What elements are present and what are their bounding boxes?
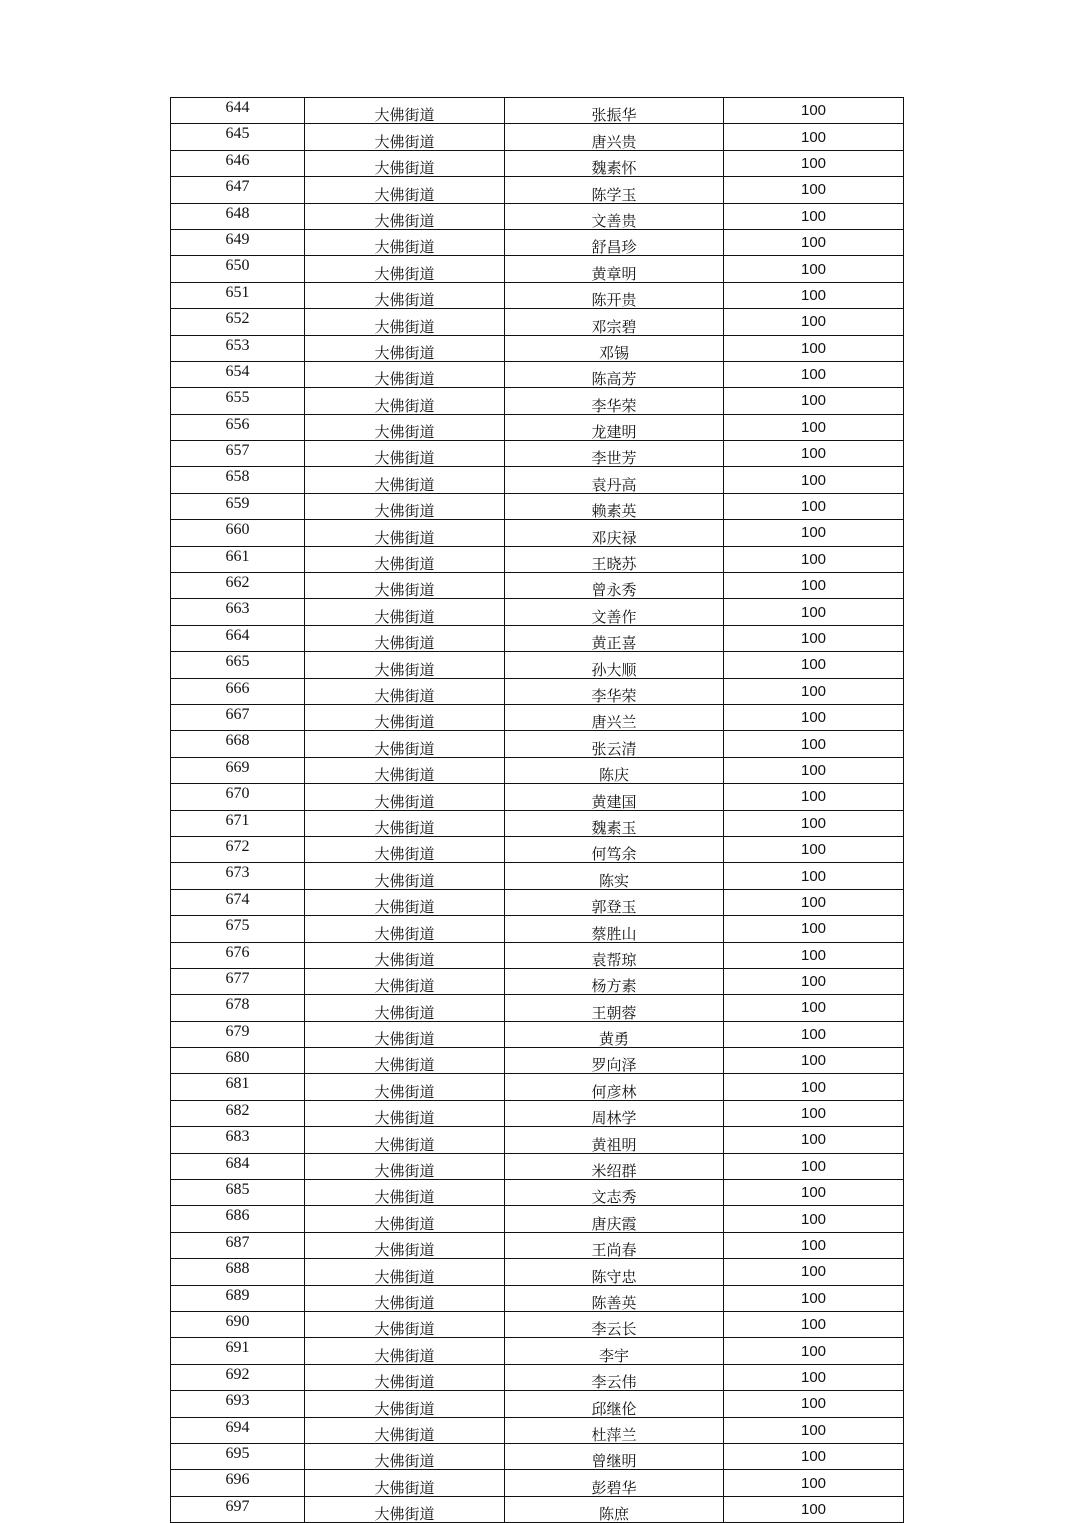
- table-row: [171, 1417, 904, 1443]
- table-row: [171, 1100, 904, 1126]
- name-cell: 陈庶: [505, 1496, 724, 1522]
- subsidy-list-table: [170, 97, 904, 1523]
- name-cell: 罗向泽: [505, 1048, 724, 1074]
- amount-cell: 100: [724, 467, 904, 493]
- table-row: [171, 282, 904, 308]
- street-cell: 大佛街道: [305, 784, 505, 810]
- name-cell: 李世芳: [505, 441, 724, 467]
- name-cell: 黄章明: [505, 256, 724, 282]
- amount-cell: 100: [724, 546, 904, 572]
- table-row: [171, 203, 904, 229]
- amount-cell: 100: [724, 810, 904, 836]
- street-cell: 大佛街道: [305, 916, 505, 942]
- street-cell: 大佛街道: [305, 361, 505, 387]
- name-cell: 龙建明: [505, 414, 724, 440]
- table-row: [171, 467, 904, 493]
- row-number-cell: 664: [171, 625, 305, 651]
- name-cell: 陈高芳: [505, 361, 724, 387]
- row-number-cell: 667: [171, 704, 305, 730]
- name-cell: 郭登玉: [505, 889, 724, 915]
- street-cell: 大佛街道: [305, 177, 505, 203]
- row-number-cell: 682: [171, 1100, 305, 1126]
- name-cell: 邓锡: [505, 335, 724, 361]
- street-cell: 大佛街道: [305, 1127, 505, 1153]
- table-row: [171, 361, 904, 387]
- row-number-cell: 652: [171, 309, 305, 335]
- name-cell: 张振华: [505, 98, 724, 124]
- amount-cell: 100: [724, 573, 904, 599]
- amount-cell: 100: [724, 1470, 904, 1496]
- table-row: [171, 678, 904, 704]
- name-cell: 李宇: [505, 1338, 724, 1364]
- amount-cell: 100: [724, 203, 904, 229]
- row-number-cell: 665: [171, 652, 305, 678]
- row-number-cell: 683: [171, 1127, 305, 1153]
- row-number-cell: 656: [171, 414, 305, 440]
- amount-cell: 100: [724, 1232, 904, 1258]
- amount-cell: 100: [724, 441, 904, 467]
- street-cell: 大佛街道: [305, 388, 505, 414]
- amount-cell: 100: [724, 916, 904, 942]
- amount-cell: 100: [724, 889, 904, 915]
- amount-cell: 100: [724, 124, 904, 150]
- row-number-cell: 697: [171, 1496, 305, 1522]
- street-cell: 大佛街道: [305, 150, 505, 176]
- street-cell: 大佛街道: [305, 1259, 505, 1285]
- name-cell: 蔡胜山: [505, 916, 724, 942]
- street-cell: 大佛街道: [305, 836, 505, 862]
- amount-cell: 100: [724, 1180, 904, 1206]
- amount-cell: 100: [724, 414, 904, 440]
- name-cell: 陈善英: [505, 1285, 724, 1311]
- street-cell: 大佛街道: [305, 1338, 505, 1364]
- amount-cell: 100: [724, 995, 904, 1021]
- table-row: [171, 889, 904, 915]
- amount-cell: 100: [724, 942, 904, 968]
- street-cell: 大佛街道: [305, 1232, 505, 1258]
- row-number-cell: 675: [171, 916, 305, 942]
- amount-cell: 100: [724, 98, 904, 124]
- street-cell: 大佛街道: [305, 1391, 505, 1417]
- amount-cell: 100: [724, 520, 904, 546]
- amount-cell: 100: [724, 1417, 904, 1443]
- street-cell: 大佛街道: [305, 1180, 505, 1206]
- table-row: [171, 388, 904, 414]
- row-number-cell: 677: [171, 968, 305, 994]
- row-number-cell: 695: [171, 1443, 305, 1469]
- name-cell: 王朝蓉: [505, 995, 724, 1021]
- row-number-cell: 663: [171, 599, 305, 625]
- row-number-cell: 649: [171, 229, 305, 255]
- name-cell: 何彦林: [505, 1074, 724, 1100]
- street-cell: 大佛街道: [305, 573, 505, 599]
- amount-cell: 100: [724, 229, 904, 255]
- street-cell: 大佛街道: [305, 124, 505, 150]
- table-row: [171, 1285, 904, 1311]
- amount-cell: 100: [724, 1443, 904, 1469]
- street-cell: 大佛街道: [305, 1100, 505, 1126]
- name-cell: 黄建国: [505, 784, 724, 810]
- street-cell: 大佛街道: [305, 1074, 505, 1100]
- table-row: [171, 98, 904, 124]
- street-cell: 大佛街道: [305, 98, 505, 124]
- row-number-cell: 668: [171, 731, 305, 757]
- street-cell: 大佛街道: [305, 309, 505, 335]
- amount-cell: 100: [724, 863, 904, 889]
- street-cell: 大佛街道: [305, 942, 505, 968]
- row-number-cell: 689: [171, 1285, 305, 1311]
- table-row: [171, 520, 904, 546]
- street-cell: 大佛街道: [305, 441, 505, 467]
- name-cell: 魏素怀: [505, 150, 724, 176]
- row-number-cell: 651: [171, 282, 305, 308]
- table-row: [171, 1391, 904, 1417]
- street-cell: 大佛街道: [305, 546, 505, 572]
- row-number-cell: 673: [171, 863, 305, 889]
- name-cell: 周林学: [505, 1100, 724, 1126]
- table-row: [171, 1496, 904, 1522]
- amount-cell: 100: [724, 784, 904, 810]
- table-row: [171, 1259, 904, 1285]
- amount-cell: 100: [724, 704, 904, 730]
- name-cell: 唐庆霞: [505, 1206, 724, 1232]
- table-row: [171, 942, 904, 968]
- name-cell: 赖素英: [505, 493, 724, 519]
- row-number-cell: 679: [171, 1021, 305, 1047]
- table-row: [171, 863, 904, 889]
- amount-cell: 100: [724, 652, 904, 678]
- table-row: [171, 916, 904, 942]
- row-number-cell: 660: [171, 520, 305, 546]
- table-row: [171, 335, 904, 361]
- street-cell: 大佛街道: [305, 1364, 505, 1390]
- name-cell: 曾永秀: [505, 573, 724, 599]
- table-row: [171, 414, 904, 440]
- name-cell: 袁丹高: [505, 467, 724, 493]
- table-row: [171, 995, 904, 1021]
- table-row: [171, 652, 904, 678]
- table-row: [171, 150, 904, 176]
- name-cell: 孙大顺: [505, 652, 724, 678]
- amount-cell: 100: [724, 388, 904, 414]
- row-number-cell: 655: [171, 388, 305, 414]
- name-cell: 文善作: [505, 599, 724, 625]
- table-row: [171, 704, 904, 730]
- street-cell: 大佛街道: [305, 678, 505, 704]
- table-row: [171, 1180, 904, 1206]
- row-number-cell: 692: [171, 1364, 305, 1390]
- street-cell: 大佛街道: [305, 467, 505, 493]
- name-cell: 彭碧华: [505, 1470, 724, 1496]
- name-cell: 黄祖明: [505, 1127, 724, 1153]
- name-cell: 黄勇: [505, 1021, 724, 1047]
- street-cell: 大佛街道: [305, 1417, 505, 1443]
- amount-cell: 100: [724, 1285, 904, 1311]
- street-cell: 大佛街道: [305, 810, 505, 836]
- name-cell: 何笃余: [505, 836, 724, 862]
- street-cell: 大佛街道: [305, 1206, 505, 1232]
- table-row: [171, 1232, 904, 1258]
- name-cell: 米绍群: [505, 1153, 724, 1179]
- name-cell: 邓庆禄: [505, 520, 724, 546]
- name-cell: 黄正喜: [505, 625, 724, 651]
- street-cell: 大佛街道: [305, 1021, 505, 1047]
- row-number-cell: 691: [171, 1338, 305, 1364]
- row-number-cell: 688: [171, 1259, 305, 1285]
- table-row: [171, 731, 904, 757]
- street-cell: 大佛街道: [305, 599, 505, 625]
- street-cell: 大佛街道: [305, 1285, 505, 1311]
- row-number-cell: 684: [171, 1153, 305, 1179]
- table-row: [171, 757, 904, 783]
- street-cell: 大佛街道: [305, 520, 505, 546]
- table-row: [171, 968, 904, 994]
- street-cell: 大佛街道: [305, 652, 505, 678]
- amount-cell: 100: [724, 1496, 904, 1522]
- amount-cell: 100: [724, 361, 904, 387]
- row-number-cell: 690: [171, 1311, 305, 1337]
- street-cell: 大佛街道: [305, 493, 505, 519]
- amount-cell: 100: [724, 1021, 904, 1047]
- name-cell: 李华荣: [505, 388, 724, 414]
- street-cell: 大佛街道: [305, 995, 505, 1021]
- table-row: [171, 1206, 904, 1232]
- street-cell: 大佛街道: [305, 704, 505, 730]
- row-number-cell: 681: [171, 1074, 305, 1100]
- row-number-cell: 676: [171, 942, 305, 968]
- name-cell: 魏素玉: [505, 810, 724, 836]
- row-number-cell: 662: [171, 573, 305, 599]
- amount-cell: 100: [724, 1391, 904, 1417]
- name-cell: 曾继明: [505, 1443, 724, 1469]
- table-row: [171, 124, 904, 150]
- row-number-cell: 666: [171, 678, 305, 704]
- table-row: [171, 177, 904, 203]
- street-cell: 大佛街道: [305, 1153, 505, 1179]
- table-row: [171, 1153, 904, 1179]
- street-cell: 大佛街道: [305, 414, 505, 440]
- amount-cell: 100: [724, 968, 904, 994]
- row-number-cell: 680: [171, 1048, 305, 1074]
- table-row: [171, 546, 904, 572]
- amount-cell: 100: [724, 625, 904, 651]
- amount-cell: 100: [724, 493, 904, 519]
- row-number-cell: 648: [171, 203, 305, 229]
- row-number-cell: 647: [171, 177, 305, 203]
- name-cell: 陈学玉: [505, 177, 724, 203]
- row-number-cell: 659: [171, 493, 305, 519]
- amount-cell: 100: [724, 177, 904, 203]
- amount-cell: 100: [724, 757, 904, 783]
- table-body: [171, 98, 904, 1523]
- name-cell: 张云清: [505, 731, 724, 757]
- street-cell: 大佛街道: [305, 1470, 505, 1496]
- amount-cell: 100: [724, 282, 904, 308]
- street-cell: 大佛街道: [305, 889, 505, 915]
- name-cell: 唐兴兰: [505, 704, 724, 730]
- name-cell: 邓宗碧: [505, 309, 724, 335]
- amount-cell: 100: [724, 1153, 904, 1179]
- amount-cell: 100: [724, 150, 904, 176]
- table-row: [171, 493, 904, 519]
- amount-cell: 100: [724, 1338, 904, 1364]
- name-cell: 文志秀: [505, 1180, 724, 1206]
- amount-cell: 100: [724, 678, 904, 704]
- row-number-cell: 687: [171, 1232, 305, 1258]
- name-cell: 杨方素: [505, 968, 724, 994]
- row-number-cell: 685: [171, 1180, 305, 1206]
- table-row: [171, 599, 904, 625]
- row-number-cell: 645: [171, 124, 305, 150]
- name-cell: 唐兴贵: [505, 124, 724, 150]
- name-cell: 王尚春: [505, 1232, 724, 1258]
- table-row: [171, 784, 904, 810]
- street-cell: 大佛街道: [305, 203, 505, 229]
- name-cell: 陈实: [505, 863, 724, 889]
- street-cell: 大佛街道: [305, 256, 505, 282]
- amount-cell: 100: [724, 1206, 904, 1232]
- name-cell: 王晓苏: [505, 546, 724, 572]
- row-number-cell: 644: [171, 98, 305, 124]
- table-row: [171, 1443, 904, 1469]
- table-row: [171, 1470, 904, 1496]
- street-cell: 大佛街道: [305, 757, 505, 783]
- street-cell: 大佛街道: [305, 229, 505, 255]
- row-number-cell: 658: [171, 467, 305, 493]
- row-number-cell: 693: [171, 1391, 305, 1417]
- name-cell: 李云伟: [505, 1364, 724, 1390]
- amount-cell: 100: [724, 1364, 904, 1390]
- name-cell: 陈守忠: [505, 1259, 724, 1285]
- name-cell: 文善贵: [505, 203, 724, 229]
- row-number-cell: 686: [171, 1206, 305, 1232]
- table-row: [171, 1074, 904, 1100]
- street-cell: 大佛街道: [305, 968, 505, 994]
- row-number-cell: 678: [171, 995, 305, 1021]
- table-row: [171, 309, 904, 335]
- row-number-cell: 669: [171, 757, 305, 783]
- amount-cell: 100: [724, 1311, 904, 1337]
- row-number-cell: 671: [171, 810, 305, 836]
- street-cell: 大佛街道: [305, 731, 505, 757]
- street-cell: 大佛街道: [305, 1496, 505, 1522]
- table-row: [171, 1048, 904, 1074]
- row-number-cell: 670: [171, 784, 305, 810]
- table-row: [171, 573, 904, 599]
- amount-cell: 100: [724, 309, 904, 335]
- amount-cell: 100: [724, 1074, 904, 1100]
- row-number-cell: 694: [171, 1417, 305, 1443]
- amount-cell: 100: [724, 335, 904, 361]
- street-cell: 大佛街道: [305, 1048, 505, 1074]
- name-cell: 舒昌珍: [505, 229, 724, 255]
- table-row: [171, 441, 904, 467]
- table-row: [171, 1021, 904, 1047]
- street-cell: 大佛街道: [305, 282, 505, 308]
- street-cell: 大佛街道: [305, 1311, 505, 1337]
- name-cell: 陈庆: [505, 757, 724, 783]
- table-row: [171, 1311, 904, 1337]
- row-number-cell: 653: [171, 335, 305, 361]
- name-cell: 李云长: [505, 1311, 724, 1337]
- row-number-cell: 672: [171, 836, 305, 862]
- row-number-cell: 650: [171, 256, 305, 282]
- amount-cell: 100: [724, 836, 904, 862]
- amount-cell: 100: [724, 599, 904, 625]
- street-cell: 大佛街道: [305, 1443, 505, 1469]
- name-cell: 李华荣: [505, 678, 724, 704]
- row-number-cell: 661: [171, 546, 305, 572]
- table-row: [171, 229, 904, 255]
- amount-cell: 100: [724, 256, 904, 282]
- amount-cell: 100: [724, 1127, 904, 1153]
- table-row: [171, 1364, 904, 1390]
- row-number-cell: 696: [171, 1470, 305, 1496]
- table-row: [171, 810, 904, 836]
- row-number-cell: 657: [171, 441, 305, 467]
- name-cell: 袁帮琼: [505, 942, 724, 968]
- street-cell: 大佛街道: [305, 863, 505, 889]
- name-cell: 杜萍兰: [505, 1417, 724, 1443]
- street-cell: 大佛街道: [305, 335, 505, 361]
- amount-cell: 100: [724, 731, 904, 757]
- row-number-cell: 646: [171, 150, 305, 176]
- table-row: [171, 1338, 904, 1364]
- name-cell: 邱继伦: [505, 1391, 724, 1417]
- table-row: [171, 256, 904, 282]
- street-cell: 大佛街道: [305, 625, 505, 651]
- name-cell: 陈开贵: [505, 282, 724, 308]
- row-number-cell: 654: [171, 361, 305, 387]
- row-number-cell: 674: [171, 889, 305, 915]
- amount-cell: 100: [724, 1048, 904, 1074]
- amount-cell: 100: [724, 1100, 904, 1126]
- table-row: [171, 1127, 904, 1153]
- table-row: [171, 625, 904, 651]
- amount-cell: 100: [724, 1259, 904, 1285]
- table-row: [171, 836, 904, 862]
